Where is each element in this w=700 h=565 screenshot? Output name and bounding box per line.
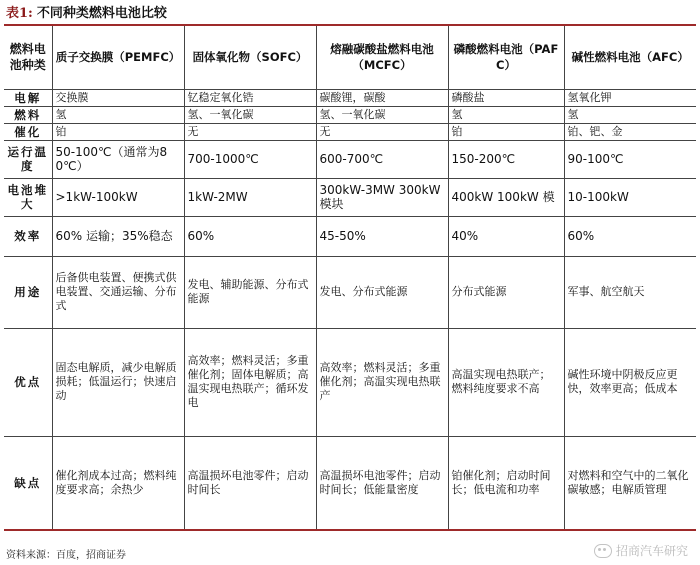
table-cell: 氢 [564, 106, 696, 123]
table-cell: 600-700℃ [316, 140, 448, 178]
header-cell: 碱性燃料电池（AFC） [564, 25, 696, 89]
table-cell: 1kW-2MW [184, 178, 316, 216]
source-note: 资料来源：百度，招商证券 [6, 550, 126, 561]
row-label: 优点 [4, 328, 52, 436]
wechat-icon [594, 544, 612, 558]
table-cell: 300kW-3MW 300kW 模块 [316, 178, 448, 216]
table-cell: 后备供电装置、便携式供电装置、交通运输、分布式 [52, 256, 184, 328]
table-cell: 碳酸锂，碳酸 [316, 89, 448, 106]
table-cell: 90-100℃ [564, 140, 696, 178]
table-cell: 高温损坏电池零件；启动时间长；低能量密度 [316, 436, 448, 530]
row-label: 缺点 [4, 436, 52, 530]
fuel-cell-comparison-table [4, 24, 696, 531]
header-cell: 磷酸燃料电池（PAFC） [448, 25, 564, 89]
table-cell: 150-200℃ [448, 140, 564, 178]
table-cell: 钇稳定氧化锆 [184, 89, 316, 106]
table-cell: 高效率；燃料灵活；多重催化剂；高温实现电热联产 [316, 328, 448, 436]
table-row [4, 106, 696, 123]
table-cell: 高温实现电热联产；燃料纯度要求不高 [448, 328, 564, 436]
table-cell: 催化剂成本过高；燃料纯度要求高；余热少 [52, 436, 184, 530]
table-cell: 磷酸盐 [448, 89, 564, 106]
row-label: 用途 [4, 256, 52, 328]
watermark [594, 542, 688, 559]
table-cell: 发电、辅助能源、分布式能源 [184, 256, 316, 328]
table-cell: 氢、一氧化碳 [316, 106, 448, 123]
table-cell: 分布式能源 [448, 256, 564, 328]
table-cell: 40% [448, 216, 564, 256]
table-cell: 氢氧化钾 [564, 89, 696, 106]
table-caption [6, 2, 167, 21]
table-cell: 氢 [448, 106, 564, 123]
table-cell: 铂 [52, 123, 184, 140]
row-label: 燃料 [4, 106, 52, 123]
table-cell: 铂、钯、金 [564, 123, 696, 140]
table-cell: 对燃料和空气中的二氧化碳敏感；电解质管理 [564, 436, 696, 530]
table-cell: 700-1000℃ [184, 140, 316, 178]
table-cell: 60% 运输；35%稳态 [52, 216, 184, 256]
header-cell: 质子交换膜（PEMFC） [52, 25, 184, 89]
table-cell: 氢、一氧化碳 [184, 106, 316, 123]
table-row [4, 216, 696, 256]
table-cell: 铂 [448, 123, 564, 140]
table-cell: 碱性环境中阴极反应更快，效率更高；低成本 [564, 328, 696, 436]
table-cell: 军事、航空航天 [564, 256, 696, 328]
table-cell: 10-100kW [564, 178, 696, 216]
caption-title: 不同种类燃料电池比较 [36, 6, 167, 21]
table-row [4, 256, 696, 328]
header-row [4, 25, 696, 89]
table-cell: 无 [184, 123, 316, 140]
table-cell: 氢 [52, 106, 184, 123]
row-label: 效率 [4, 216, 52, 256]
header-cell: 燃料电池种类 [4, 25, 52, 89]
header-cell: 熔融碳酸盐燃料电池（MCFC） [316, 25, 448, 89]
row-label: 运行温度 [4, 140, 52, 178]
table-cell: 固态电解质，减少电解质损耗；低温运行；快速启动 [52, 328, 184, 436]
table-cell: >1kW-100kW [52, 178, 184, 216]
table-row [4, 328, 696, 436]
table-row [4, 89, 696, 106]
watermark-text: 招商汽车研究 [615, 544, 688, 558]
table-cell: 45-50% [316, 216, 448, 256]
table-cell: 无 [316, 123, 448, 140]
table-cell: 60% [564, 216, 696, 256]
table-cell: 高效率；燃料灵活；多重催化剂；固体电解质；高温实现电热联产；循环发电 [184, 328, 316, 436]
table-cell: 铂催化剂；启动时间长；低电流和功率 [448, 436, 564, 530]
table-row [4, 178, 696, 216]
row-label: 电池堆大 [4, 178, 52, 216]
table-cell: 400kW 100kW 模 [448, 178, 564, 216]
header-cell: 固体氧化物（SOFC） [184, 25, 316, 89]
table-row [4, 436, 696, 530]
table-cell: 发电、分布式能源 [316, 256, 448, 328]
table-cell: 交换膜 [52, 89, 184, 106]
table-cell: 50-100℃（通常为80℃） [52, 140, 184, 178]
table-cell: 高温损坏电池零件；启动时间长 [184, 436, 316, 530]
caption-label: 表1: [6, 6, 33, 21]
row-label: 催化 [4, 123, 52, 140]
row-label: 电解 [4, 89, 52, 106]
table-row [4, 140, 696, 178]
table-cell: 60% [184, 216, 316, 256]
table-row [4, 123, 696, 140]
